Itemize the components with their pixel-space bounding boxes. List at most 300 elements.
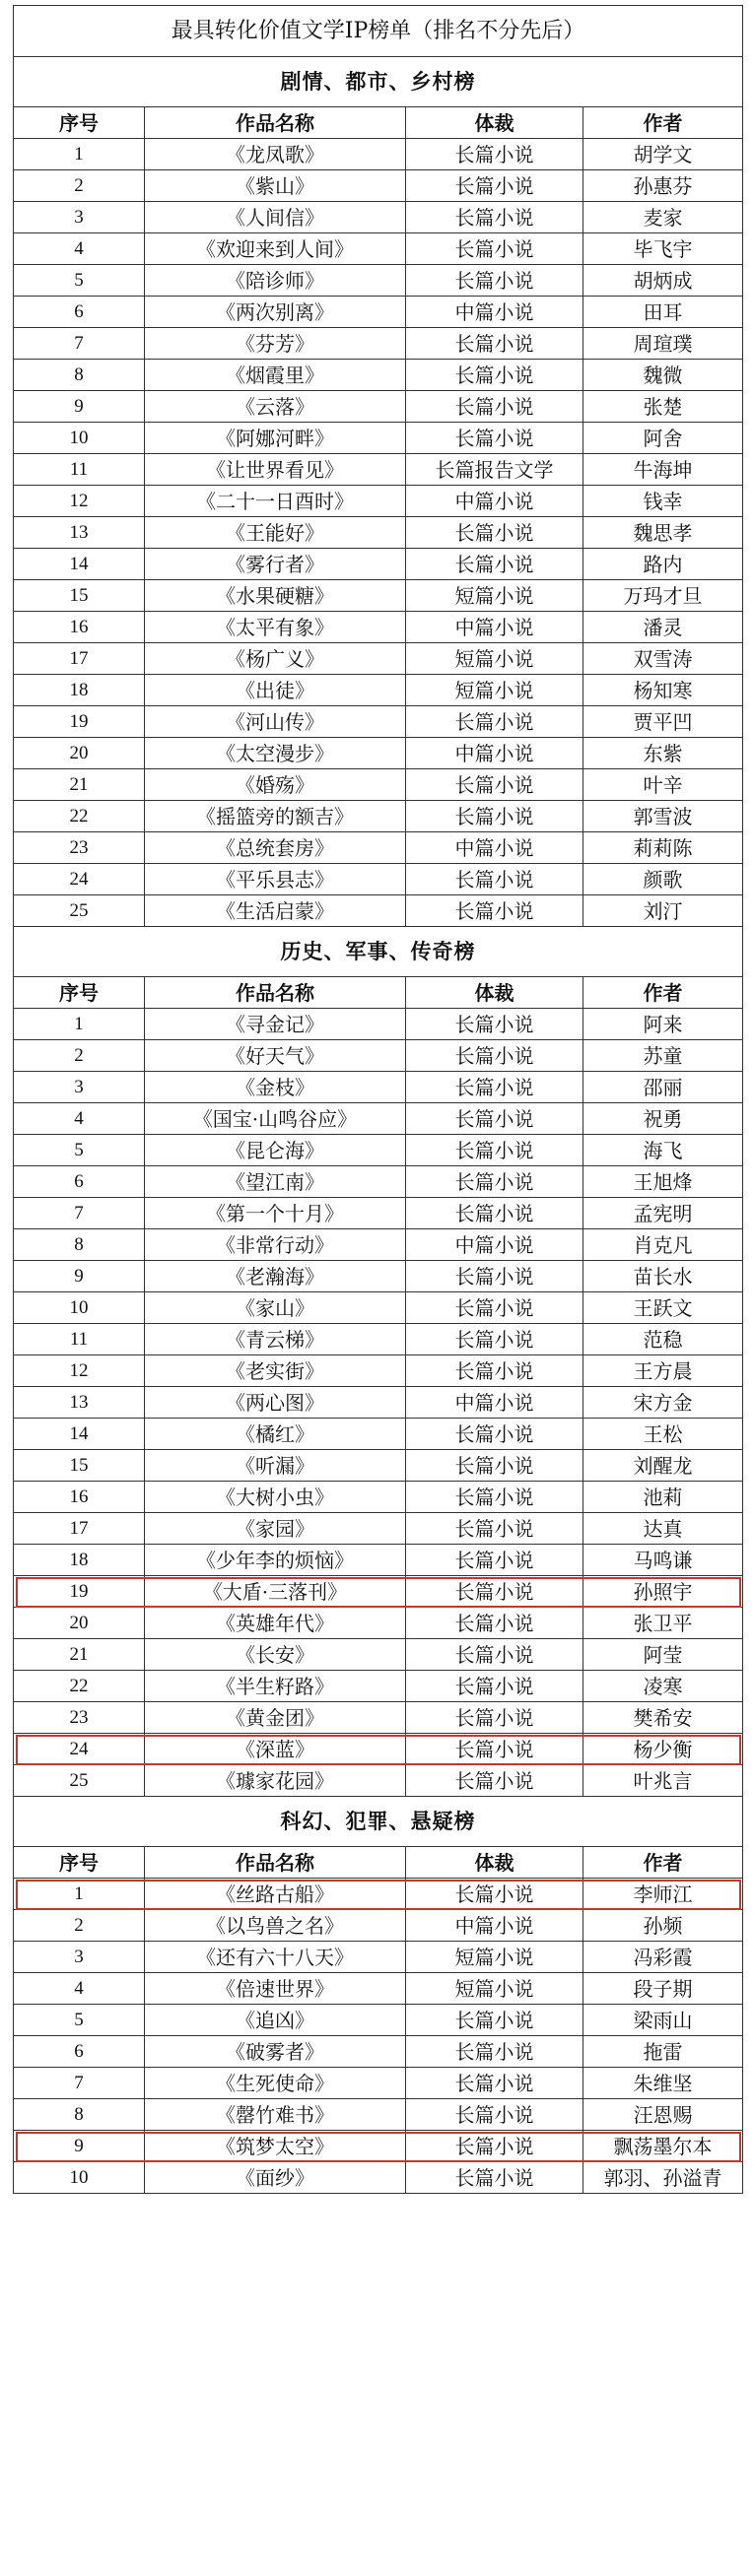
cell-title: 《橘红》 [145,1419,406,1450]
table-row [14,769,743,801]
header-title: 作品名称 [145,107,406,139]
table-row [14,1973,743,2005]
cell-author: 王跃文 [583,1292,743,1324]
table-row [14,1103,743,1135]
table-row [14,139,743,170]
table-row [14,2162,743,2194]
cell-title: 《阿娜河畔》 [145,423,406,454]
header-genre: 体裁 [406,977,583,1009]
cell-author: 魏思孝 [583,517,743,549]
table-row [14,1040,743,1072]
cell-title: 《生活启蒙》 [145,895,406,927]
cell-number: 5 [14,1135,145,1166]
cell-author: 牛海坤 [583,454,743,486]
table-row [14,1198,743,1229]
table-row [14,1545,743,1576]
cell-genre: 短篇小说 [406,1973,583,2005]
table-row [14,297,743,328]
cell-number: 20 [14,1608,145,1639]
cell-number: 14 [14,549,145,580]
table-row [14,738,743,769]
cell-author: 飘荡墨尔本 [583,2131,743,2162]
cell-number: 5 [14,265,145,297]
cell-title: 《龙凤歌》 [145,139,406,170]
table-row [14,675,743,706]
header-author: 作者 [583,107,743,139]
cell-number: 18 [14,1545,145,1576]
cell-title: 《倍速世界》 [145,1973,406,2005]
cell-number: 14 [14,1419,145,1450]
cell-title: 《少年李的烦恼》 [145,1545,406,1576]
cell-genre: 长篇报告文学 [406,454,583,486]
cell-title: 《太空漫步》 [145,738,406,769]
section-title: 剧情、都市、乡村榜 [14,57,743,107]
cell-number: 6 [14,2036,145,2068]
cell-title: 《罄竹难书》 [145,2099,406,2131]
cell-genre: 长篇小说 [406,2005,583,2036]
cell-genre: 长篇小说 [406,801,583,832]
cell-author: 段子期 [583,1973,743,2005]
cell-number: 17 [14,1513,145,1545]
cell-author: 双雪涛 [583,643,743,675]
cell-author: 孟宪明 [583,1198,743,1229]
cell-author: 阿舍 [583,423,743,454]
cell-number: 24 [14,864,145,895]
cell-title: 《二十一日酉时》 [145,486,406,517]
cell-genre: 长篇小说 [406,1482,583,1513]
cell-author: 张楚 [583,391,743,423]
cell-author: 李师江 [583,1879,743,1910]
cell-author: 达真 [583,1513,743,1545]
cell-number: 9 [14,391,145,423]
cell-genre: 中篇小说 [406,1229,583,1261]
cell-number: 2 [14,170,145,202]
table-row [14,1910,743,1942]
cell-title: 《摇篮旁的额吉》 [145,801,406,832]
cell-number: 17 [14,643,145,675]
cell-genre: 长篇小说 [406,1576,583,1608]
cell-title: 《水果硬糖》 [145,580,406,612]
cell-genre: 长篇小说 [406,769,583,801]
cell-author: 孙频 [583,1910,743,1942]
cell-author: 杨知寒 [583,675,743,706]
cell-author: 范稳 [583,1324,743,1355]
section-row-history-military-legend [14,927,743,977]
cell-genre: 长篇小说 [406,139,583,170]
cell-title: 《总统套房》 [145,832,406,864]
cell-title: 《非常行动》 [145,1229,406,1261]
cell-title: 《两心图》 [145,1387,406,1419]
cell-number: 19 [14,706,145,738]
header-number: 序号 [14,1847,145,1879]
cell-author: 刘汀 [583,895,743,927]
cell-genre: 长篇小说 [406,1324,583,1355]
cell-title: 《大盾·三落刊》 [145,1576,406,1608]
cell-title: 《芬芳》 [145,328,406,360]
table-row [14,1261,743,1292]
cell-title: 《欢迎来到人间》 [145,233,406,265]
cell-number: 25 [14,1765,145,1797]
title-row [14,6,743,57]
cell-number: 2 [14,1040,145,1072]
table-row [14,2036,743,2068]
section-title: 科幻、犯罪、悬疑榜 [14,1797,743,1847]
cell-author: 拖雷 [583,2036,743,2068]
ranking-table-body [14,6,743,2194]
section-row-drama-urban-rural [14,57,743,107]
cell-genre: 长篇小说 [406,170,583,202]
cell-number: 10 [14,423,145,454]
table-row [14,360,743,391]
cell-author: 苗长水 [583,1261,743,1292]
table-row [14,2068,743,2099]
cell-genre: 长篇小说 [406,1166,583,1198]
cell-genre: 长篇小说 [406,1702,583,1734]
cell-number: 13 [14,1387,145,1419]
cell-author: 叶辛 [583,769,743,801]
header-row [14,107,743,139]
cell-title: 《老实街》 [145,1355,406,1387]
cell-title: 《听漏》 [145,1450,406,1482]
cell-number: 3 [14,1072,145,1103]
cell-number: 16 [14,1482,145,1513]
cell-author: 王松 [583,1419,743,1450]
cell-author: 郭羽、孙溢青 [583,2162,743,2194]
cell-number: 11 [14,1324,145,1355]
cell-title: 《黄金团》 [145,1702,406,1734]
cell-number: 20 [14,738,145,769]
cell-number: 7 [14,2068,145,2099]
cell-genre: 中篇小说 [406,1910,583,1942]
cell-author: 阿莹 [583,1639,743,1671]
cell-genre: 中篇小说 [406,297,583,328]
table-row [14,832,743,864]
header-number: 序号 [14,977,145,1009]
table-row [14,1072,743,1103]
cell-genre: 长篇小说 [406,1072,583,1103]
cell-title: 《追凶》 [145,2005,406,2036]
table-row [14,1324,743,1355]
cell-genre: 中篇小说 [406,612,583,643]
cell-number: 21 [14,1639,145,1671]
cell-title: 《青云梯》 [145,1324,406,1355]
cell-genre: 长篇小说 [406,2068,583,2099]
cell-genre: 长篇小说 [406,391,583,423]
table-row [14,265,743,297]
cell-number: 7 [14,1198,145,1229]
cell-genre: 长篇小说 [406,1734,583,1765]
cell-genre: 长篇小说 [406,1103,583,1135]
cell-genre: 长篇小说 [406,864,583,895]
cell-author: 苏童 [583,1040,743,1072]
table-row [14,1419,743,1450]
cell-author: 冯彩霞 [583,1942,743,1973]
cell-title: 《面纱》 [145,2162,406,2194]
cell-number: 1 [14,139,145,170]
table-row [14,170,743,202]
cell-number: 12 [14,486,145,517]
table-row [14,549,743,580]
cell-number: 6 [14,297,145,328]
cell-number: 1 [14,1009,145,1040]
cell-author: 王旭烽 [583,1166,743,1198]
table-row [14,1135,743,1166]
cell-genre: 长篇小说 [406,423,583,454]
cell-author: 钱幸 [583,486,743,517]
cell-genre: 长篇小说 [406,2131,583,2162]
cell-genre: 短篇小说 [406,580,583,612]
cell-number: 22 [14,801,145,832]
cell-number: 10 [14,1292,145,1324]
table-row [14,1450,743,1482]
cell-title: 《平乐县志》 [145,864,406,895]
cell-number: 4 [14,1103,145,1135]
cell-title: 《烟霞里》 [145,360,406,391]
cell-number: 8 [14,1229,145,1261]
cell-author: 朱维坚 [583,2068,743,2099]
cell-title: 《半生籽路》 [145,1671,406,1702]
header-row [14,1847,743,1879]
cell-author: 王方晨 [583,1355,743,1387]
cell-genre: 长篇小说 [406,360,583,391]
cell-author: 海飞 [583,1135,743,1166]
cell-author: 孙照宇 [583,1576,743,1608]
cell-author: 田耳 [583,297,743,328]
table-row [14,1608,743,1639]
header-author: 作者 [583,1847,743,1879]
table-row [14,1482,743,1513]
cell-title: 《寻金记》 [145,1009,406,1040]
cell-genre: 长篇小说 [406,1671,583,1702]
table-row [14,1734,743,1765]
cell-genre: 短篇小说 [406,643,583,675]
table-row [14,486,743,517]
cell-genre: 长篇小说 [406,202,583,233]
cell-genre: 长篇小说 [406,1198,583,1229]
cell-title: 《雾行者》 [145,549,406,580]
cell-author: 麦家 [583,202,743,233]
cell-title: 《璩家花园》 [145,1765,406,1797]
cell-genre: 长篇小说 [406,1355,583,1387]
cell-genre: 中篇小说 [406,738,583,769]
cell-title: 《深蓝》 [145,1734,406,1765]
cell-title: 《好天气》 [145,1040,406,1072]
table-row [14,580,743,612]
table-row [14,1513,743,1545]
cell-number: 9 [14,2131,145,2162]
cell-title: 《金枝》 [145,1072,406,1103]
cell-number: 3 [14,1942,145,1973]
table-row [14,864,743,895]
header-title: 作品名称 [145,977,406,1009]
table-row [14,1576,743,1608]
page-title: 最具转化价值文学IP榜单（排名不分先后） [14,6,743,57]
cell-number: 16 [14,612,145,643]
table-row [14,233,743,265]
table-row [14,1387,743,1419]
cell-title: 《家山》 [145,1292,406,1324]
cell-title: 《河山传》 [145,706,406,738]
cell-author: 贾平凹 [583,706,743,738]
table-row [14,1229,743,1261]
table-row [14,1355,743,1387]
cell-author: 颜歌 [583,864,743,895]
cell-title: 《云落》 [145,391,406,423]
cell-genre: 长篇小说 [406,328,583,360]
cell-genre: 长篇小说 [406,265,583,297]
cell-genre: 长篇小说 [406,1513,583,1545]
cell-title: 《出徒》 [145,675,406,706]
cell-genre: 长篇小说 [406,233,583,265]
cell-number: 13 [14,517,145,549]
cell-title: 《大树小虫》 [145,1482,406,1513]
cell-author: 魏微 [583,360,743,391]
cell-author: 万玛才旦 [583,580,743,612]
cell-genre: 长篇小说 [406,1040,583,1072]
cell-title: 《太平有象》 [145,612,406,643]
cell-number: 15 [14,580,145,612]
cell-author: 樊希安 [583,1702,743,1734]
cell-title: 《第一个十月》 [145,1198,406,1229]
cell-title: 《以鸟兽之名》 [145,1910,406,1942]
cell-title: 《生死使命》 [145,2068,406,2099]
header-title: 作品名称 [145,1847,406,1879]
section-row-scifi-crime-mystery [14,1797,743,1847]
table-row [14,1942,743,1973]
cell-author: 杨少衡 [583,1734,743,1765]
cell-genre: 长篇小说 [406,1135,583,1166]
table-row [14,1879,743,1910]
cell-title: 《国宝·山鸣谷应》 [145,1103,406,1135]
cell-number: 9 [14,1261,145,1292]
cell-author: 张卫平 [583,1608,743,1639]
cell-genre: 长篇小说 [406,2162,583,2194]
cell-genre: 长篇小说 [406,1639,583,1671]
cell-author: 周瑄璞 [583,328,743,360]
table-row [14,202,743,233]
cell-number: 4 [14,1973,145,2005]
table-row [14,328,743,360]
cell-title: 《两次别离》 [145,297,406,328]
cell-author: 孙惠芬 [583,170,743,202]
cell-title: 《还有六十八天》 [145,1942,406,1973]
cell-number: 4 [14,233,145,265]
table-row [14,391,743,423]
cell-genre: 长篇小说 [406,1009,583,1040]
header-row [14,977,743,1009]
table-row [14,643,743,675]
table-row [14,612,743,643]
cell-genre: 中篇小说 [406,486,583,517]
cell-title: 《人间信》 [145,202,406,233]
table-row [14,2131,743,2162]
table-row [14,2005,743,2036]
cell-number: 5 [14,2005,145,2036]
table-row [14,1292,743,1324]
cell-genre: 长篇小说 [406,1292,583,1324]
cell-number: 7 [14,328,145,360]
cell-number: 8 [14,2099,145,2131]
cell-number: 23 [14,832,145,864]
cell-title: 《破雾者》 [145,2036,406,2068]
cell-number: 15 [14,1450,145,1482]
cell-author: 祝勇 [583,1103,743,1135]
cell-author: 肖克凡 [583,1229,743,1261]
cell-author: 叶兆言 [583,1765,743,1797]
cell-author: 路内 [583,549,743,580]
cell-author: 马鸣谦 [583,1545,743,1576]
cell-number: 25 [14,895,145,927]
cell-genre: 长篇小说 [406,1608,583,1639]
cell-title: 《丝路古船》 [145,1879,406,1910]
table-row [14,1702,743,1734]
cell-genre: 长篇小说 [406,1450,583,1482]
table-row [14,1009,743,1040]
cell-genre: 中篇小说 [406,1387,583,1419]
cell-title: 《望江南》 [145,1166,406,1198]
cell-genre: 短篇小说 [406,675,583,706]
table-row [14,801,743,832]
cell-title: 《婚殇》 [145,769,406,801]
cell-genre: 长篇小说 [406,1261,583,1292]
table-row [14,1765,743,1797]
cell-genre: 长篇小说 [406,895,583,927]
cell-genre: 长篇小说 [406,2036,583,2068]
cell-author: 汪恩赐 [583,2099,743,2131]
cell-author: 梁雨山 [583,2005,743,2036]
cell-genre: 短篇小说 [406,1942,583,1973]
cell-author: 胡炳成 [583,265,743,297]
cell-author: 潘灵 [583,612,743,643]
cell-number: 10 [14,2162,145,2194]
header-author: 作者 [583,977,743,1009]
table-row [14,1671,743,1702]
cell-author: 池莉 [583,1482,743,1513]
cell-title: 《家园》 [145,1513,406,1545]
header-genre: 体裁 [406,107,583,139]
cell-number: 23 [14,1702,145,1734]
cell-genre: 长篇小说 [406,1879,583,1910]
cell-title: 《杨广义》 [145,643,406,675]
cell-number: 2 [14,1910,145,1942]
cell-title: 《昆仑海》 [145,1135,406,1166]
cell-genre: 中篇小说 [406,832,583,864]
table-row [14,895,743,927]
cell-author: 邵丽 [583,1072,743,1103]
cell-author: 胡学文 [583,139,743,170]
cell-genre: 长篇小说 [406,1765,583,1797]
ranking-table [13,5,743,2194]
ranking-sheet [13,5,742,2194]
cell-number: 19 [14,1576,145,1608]
header-genre: 体裁 [406,1847,583,1879]
cell-title: 《英雄年代》 [145,1608,406,1639]
table-row [14,706,743,738]
cell-genre: 长篇小说 [406,1545,583,1576]
cell-author: 凌寒 [583,1671,743,1702]
cell-title: 《让世界看见》 [145,454,406,486]
cell-number: 3 [14,202,145,233]
cell-author: 郭雪波 [583,801,743,832]
cell-genre: 长篇小说 [406,517,583,549]
cell-title: 《王能好》 [145,517,406,549]
cell-number: 21 [14,769,145,801]
cell-number: 24 [14,1734,145,1765]
header-number: 序号 [14,107,145,139]
section-title: 历史、军事、传奇榜 [14,927,743,977]
table-row [14,2099,743,2131]
table-row [14,1639,743,1671]
